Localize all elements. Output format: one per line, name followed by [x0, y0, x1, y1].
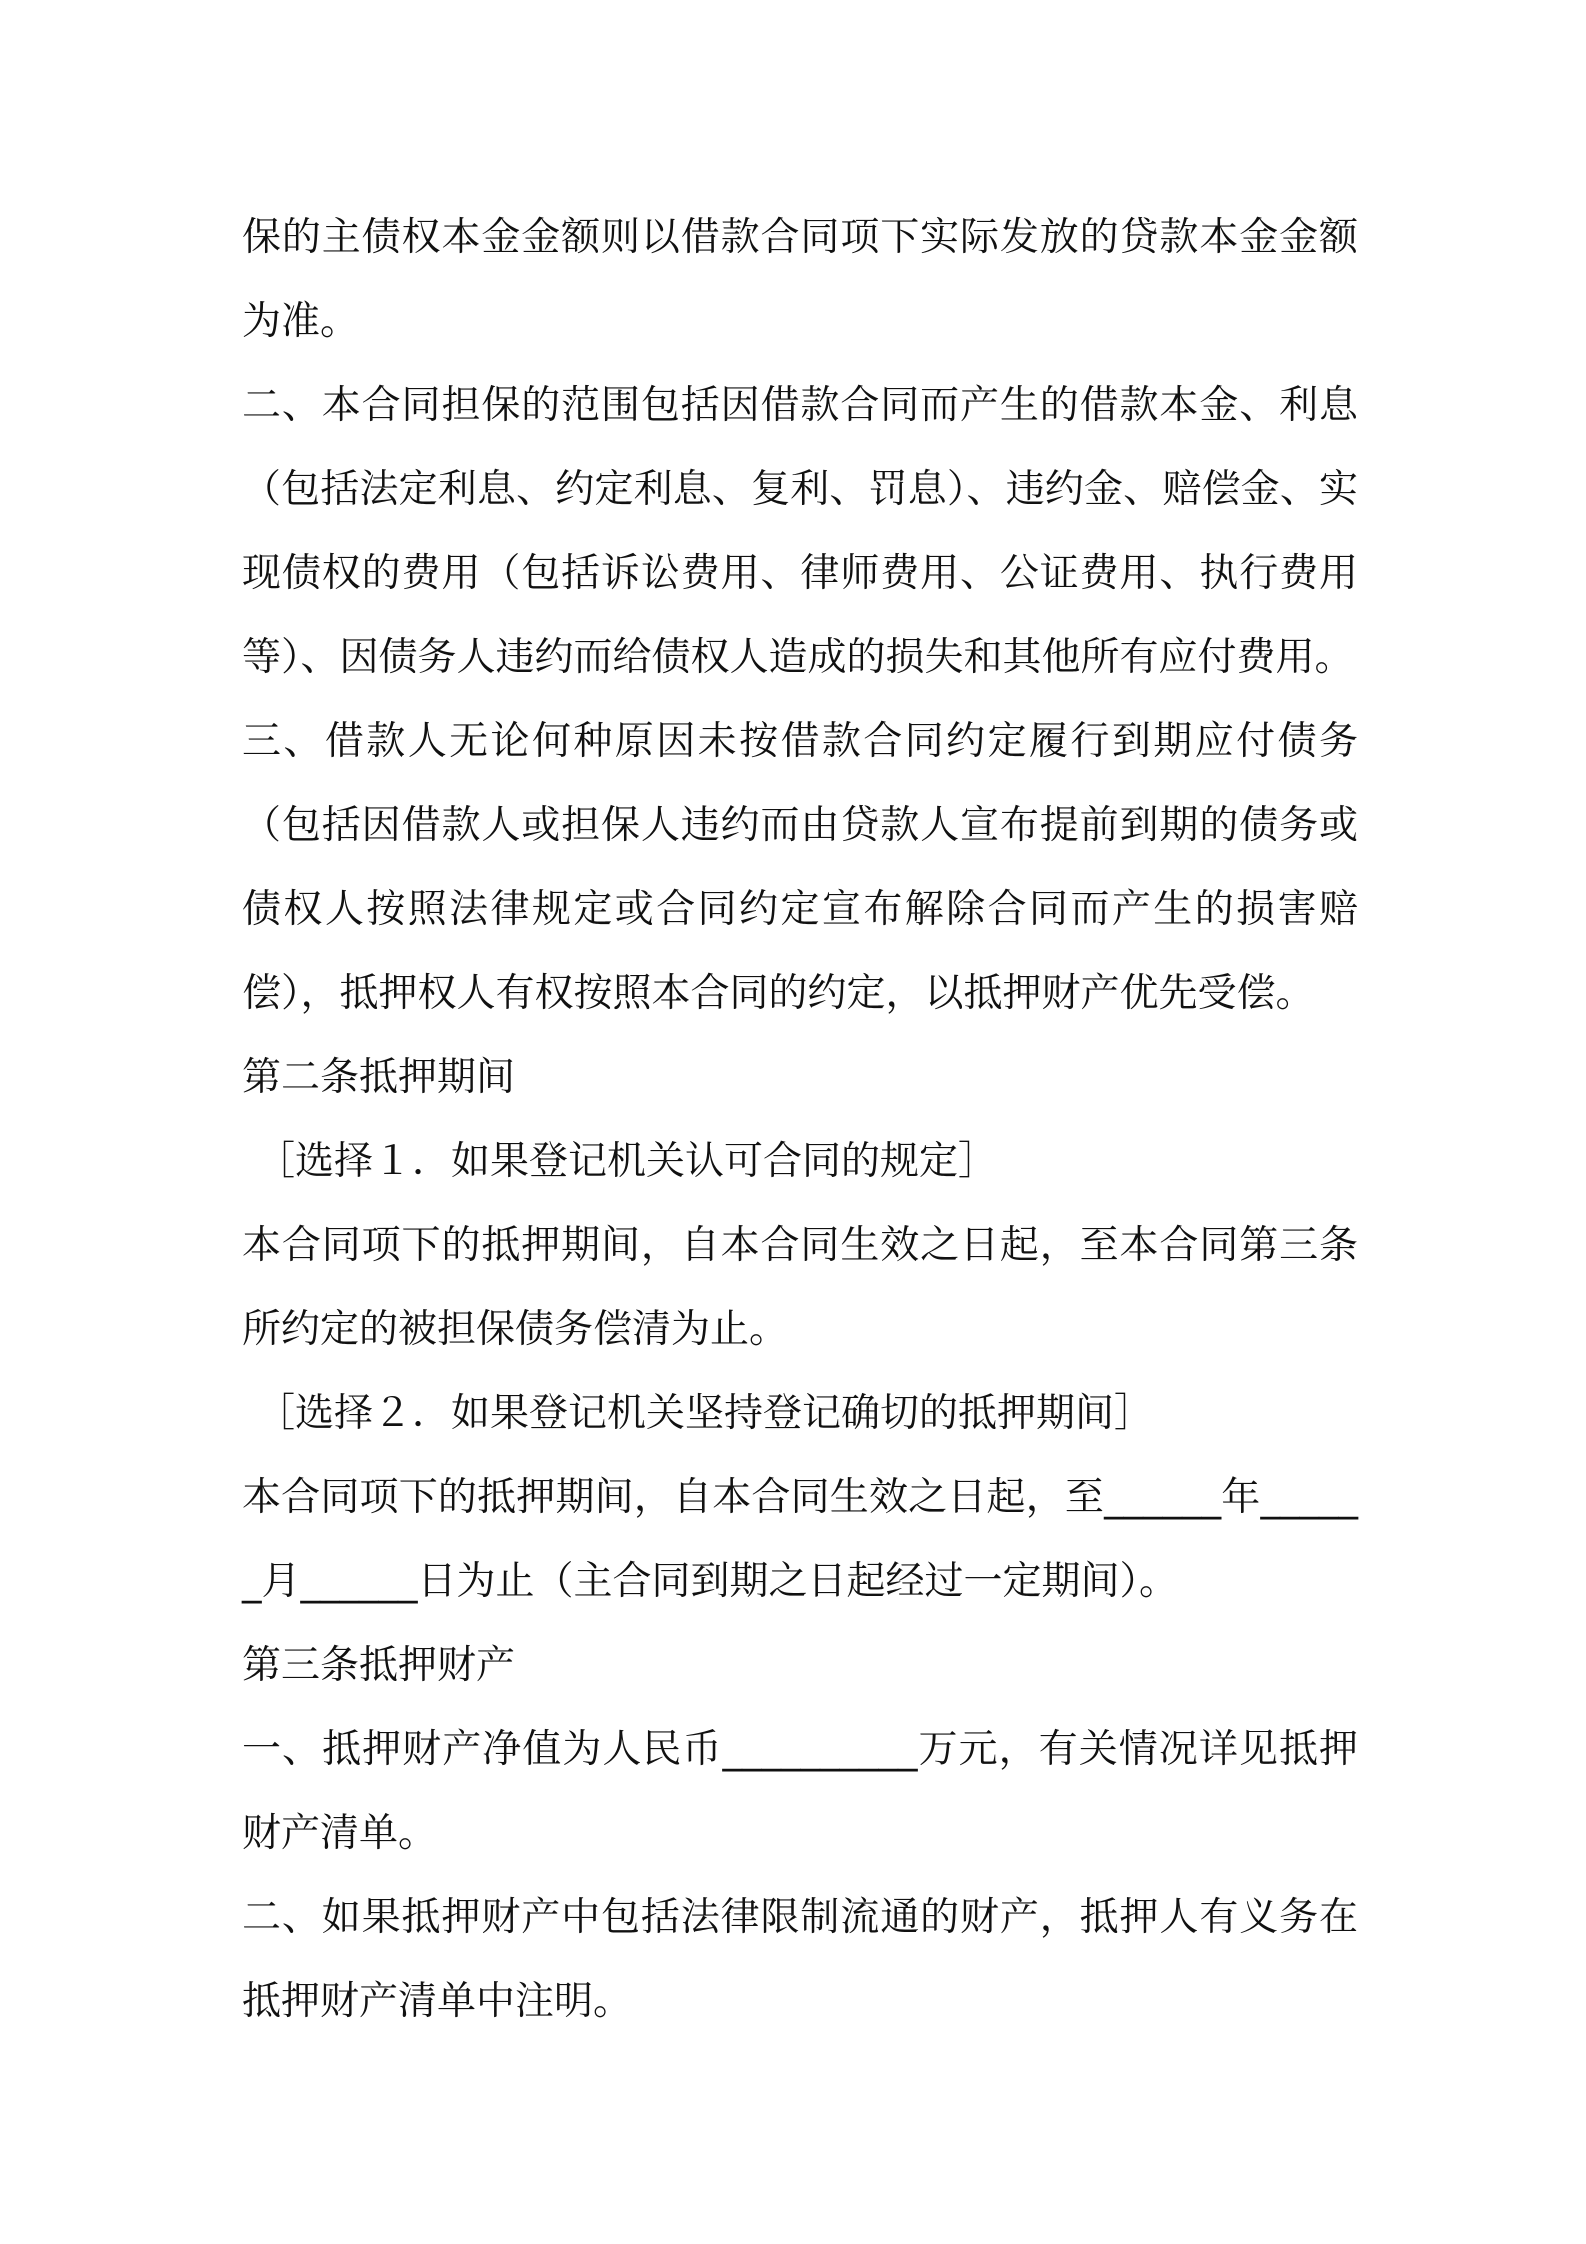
option-2-heading: ［选择２．如果登记机关坚持登记确切的抵押期间］ [256, 1391, 1154, 1436]
article-heading-mortgage-period: 第二条抵押期间 [242, 1055, 516, 1100]
paragraph-restricted-property: 二、如果抵押财产中包括法律限制流通的财产，抵押人有义务在抵押财产清单中注明。 [242, 1895, 1358, 2024]
paragraph-option-2-period: 本合同项下的抵押期间，自本合同生效之日起，至______年______月______日为止（主合同到期之日起经过一定期间）。 [242, 1475, 1358, 1604]
paragraph-guarantee-scope: 二、本合同担保的范围包括因借款合同而产生的借款本金、利息（包括法定利息、约定利息、复利、罚息）、违约金、赔偿金、实现债权的费用（包括诉讼费用、律师费用、公证费用、执行费用等）、因债务人违约而给债权人造成的损失和其他所有应付费用。 [242, 383, 1358, 680]
paragraph-principal-amount: 保的主债权本金金额则以借款合同项下实际发放的贷款本金金额为准。 [242, 215, 1358, 344]
paragraph-priority-repayment: 三、借款人无论何种原因未按借款合同约定履行到期应付债务（包括因借款人或担保人违约而由贷款人宣布提前到期的债务或债权人按照法律规定或合同约定宣布解除合同而产生的损害赔偿），抵押权人有权按照本合同的约定，以抵押财产优先受偿。 [242, 719, 1358, 1016]
option-1-heading: ［选择１．如果登记机关认可合同的规定］ [256, 1139, 998, 1184]
article-heading-mortgage-property: 第三条抵押财产 [242, 1643, 516, 1688]
document-body [242, 196, 1358, 2044]
paragraph-property-net-value: 一、抵押财产净值为人民币__________万元，有关情况详见抵押财产清单。 [242, 1727, 1358, 1856]
paragraph-option-1-period: 本合同项下的抵押期间，自本合同生效之日起，至本合同第三条所约定的被担保债务偿清为止。 [242, 1223, 1358, 1352]
